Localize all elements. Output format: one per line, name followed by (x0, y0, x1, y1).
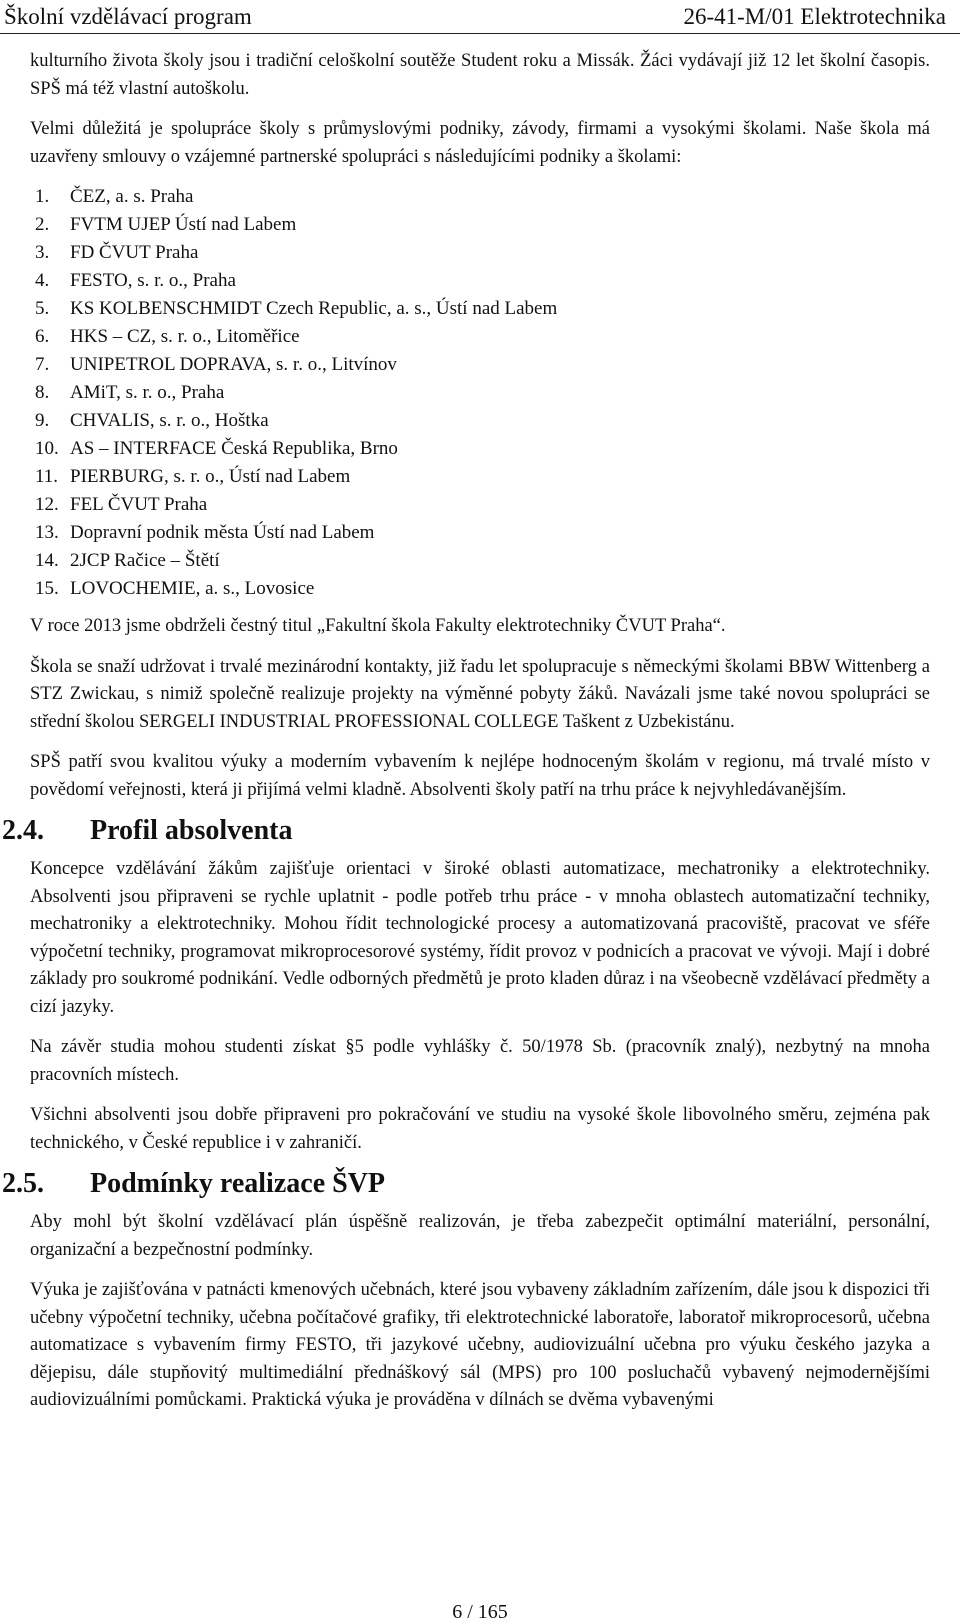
podminky-paragraph-2: Výuka je zajišťována v patnácti kmenových učebnách, které jsou vybaveny základním zařízením, dále jsou k dispozici tři učebny výpočetní techniky, učebna počítačové grafiky, tři elektrotechnické laboratoře, laboratoř mikroprocesorů, učebna automatizace s vybavením firmy FESTO, tři jazykové učebny, audiovizuální učebna pro výuku českého jazyka a dějepisu, dále stupňovitý multimediální přednáškový sál (MPS) pro 100 posluchačů vybavený nejmodernějšími audiovizuálními pomůckami. Praktická výuka je prováděna v dílnách se dvěma vybavenými (30, 1280, 930, 1410)
list-item (30, 379, 930, 407)
list-item-text: LOVOCHEMIE, a. s., Lovosice (70, 578, 315, 599)
list-item-number: 4. (35, 270, 50, 291)
list-item-number: 11. (35, 466, 59, 487)
podminky-paragraph-1: Aby mohl být školní vzdělávací plán úspěšně realizován, je třeba zabezpečit optimální materiální, personální, organizační a bezpečnostní podmínky. (30, 1212, 930, 1260)
page-number: 6 / 165 (452, 1601, 508, 1623)
list-item-text: HKS – CZ, s. r. o., Litoměřice (70, 326, 300, 347)
list-item (30, 463, 930, 491)
list-item-number: 9. (35, 410, 50, 431)
list-item-text: CHVALIS, s. r. o., Hoštka (70, 410, 269, 431)
list-item-number: 13. (35, 522, 59, 543)
section-title: Podmínky realizace ŠVP (90, 1168, 386, 1199)
list-item-number: 15. (35, 578, 59, 599)
section-number: 2.5. (2, 1168, 44, 1199)
list-item-text: PIERBURG, s. r. o., Ústí nad Labem (70, 466, 351, 487)
list-item-number: 7. (35, 354, 50, 375)
list-item-text: AS – INTERFACE Česká Republika, Brno (70, 438, 398, 459)
list-item-number: 10. (35, 438, 59, 459)
list-item-text: FESTO, s. r. o., Praha (70, 270, 236, 291)
list-item-number: 3. (35, 242, 50, 263)
list-item-text: UNIPETROL DOPRAVA, s. r. o., Litvínov (70, 354, 397, 375)
list-item-number: 5. (35, 298, 50, 319)
list-item-number: 6. (35, 326, 50, 347)
intro-paragraph-2: Velmi důležitá je spolupráce školy s průmyslovými podniky, závody, firmami a vysokými školami. Naše škola má uzavřeny smlouvy o vzájemné partnerské spolupráci s následujícími podniky a školami: (30, 119, 930, 167)
list-item (30, 323, 930, 351)
list-item-number: 1. (35, 186, 50, 207)
list-item (30, 183, 930, 211)
list-item-text: Dopravní podnik města Ústí nad Labem (70, 522, 375, 543)
list-item (30, 491, 930, 519)
list-item (30, 239, 930, 267)
page-header (0, 0, 960, 34)
list-item-text: ČEZ, a. s. Praha (70, 186, 194, 207)
section-number: 2.4. (2, 815, 44, 846)
list-item-number: 2. (35, 214, 50, 235)
list-item (30, 435, 930, 463)
list-item-number: 14. (35, 550, 59, 571)
list-item (30, 407, 930, 435)
international-contacts-paragraph: Škola se snaží udržovat i trvalé mezinárodní kontakty, již řadu let spolupracuje s německými školami BBW Wittenberg a STZ Zwickau, s nimiž společně realizuje projekty na výměnné pobyty žáků. Navázali jsme také novou spolupráci se střední školou SERGELI INDUSTRIAL PROFESSIONAL COLLEGE Taškent z Uzbekistánu. (30, 656, 930, 732)
section-heading-profil (2, 814, 930, 848)
list-item-text: FD ČVUT Praha (70, 242, 199, 263)
list-item (30, 351, 930, 379)
list-item-number: 8. (35, 382, 50, 403)
list-item (30, 295, 930, 323)
list-item-text: FVTM UJEP Ústí nad Labem (70, 214, 297, 235)
list-item-text: AMiT, s. r. o., Praha (70, 382, 225, 403)
fakultni-skola-paragraph: V roce 2013 jsme obdrželi čestný titul „Fakultní škola Fakulty elektrotechniky ČVUT Praha“. (30, 616, 726, 636)
header-title: Školní vzdělávací program (4, 4, 252, 29)
section-heading-podminky (2, 1167, 930, 1201)
profil-paragraph-3: Všichni absolventi jsou dobře připraveni pro pokračování ve studiu na vysoké škole libovolného směru, zejména pak technického, v České republice i v zahraničí. (30, 1105, 930, 1153)
list-item (30, 267, 930, 295)
quality-paragraph: SPŠ patří svou kvalitou výuky a moderním vybavením k nejlépe hodnoceným školám v regionu, má trvalé místo v povědomí veřejnosti, která ji přijímá velmi kladně. Absolventi školy patří na trhu práce k nejvyhledávanějším. (30, 752, 930, 800)
list-item-text: 2JCP Račice – Štětí (70, 550, 220, 571)
section-title: Profil absolventa (90, 815, 293, 846)
list-item-text: KS KOLBENSCHMIDT Czech Republic, a. s., Ústí nad Labem (70, 298, 558, 319)
list-item (30, 547, 930, 575)
list-item (30, 211, 930, 239)
header-code: 26-41-M/01 Elektrotechnika (683, 4, 946, 29)
list-item-text: FEL ČVUT Praha (70, 494, 208, 515)
list-item-number: 12. (35, 494, 59, 515)
profil-paragraph-2: Na závěr studia mohou studenti získat §5 podle vyhlášky č. 50/1978 Sb. (pracovník znalý), nezbytný na mnoha pracovních místech. (30, 1037, 930, 1085)
page-content (2, 34, 930, 1415)
intro-paragraph-1: kulturního života školy jsou i tradiční celoškolní soutěže Student roku a Missák. Žáci vydávají již 12 let školní časopis. SPŠ má též vlastní autoškolu. (30, 51, 930, 99)
profil-paragraph-1: Koncepce vzdělávání žákům zajišťuje orientaci v široké oblasti automatizace, mechatroniky a elektrotechniky. Absolventi jsou připraveni se rychle uplatnit - podle potřeb trhu práce - v mnoha oblastech automatizační techniky, mechatroniky a elektrotechniky. Mohou řídit technologické procesy a automatizovaná pracoviště, pracovat ve sféře výpočetní techniky, programovat mikroprocesorové systémy, řídit provoz v podnicích a pracovat ve vývoji. Mají i dobré základy pro soukromé podnikání. Vedle odborných předmětů je proto kladen důraz i na všeobecně vzdělávací předměty a cizí jazyky. (30, 859, 930, 1017)
partner-list (30, 183, 930, 603)
list-item (30, 575, 930, 603)
list-item (30, 519, 930, 547)
